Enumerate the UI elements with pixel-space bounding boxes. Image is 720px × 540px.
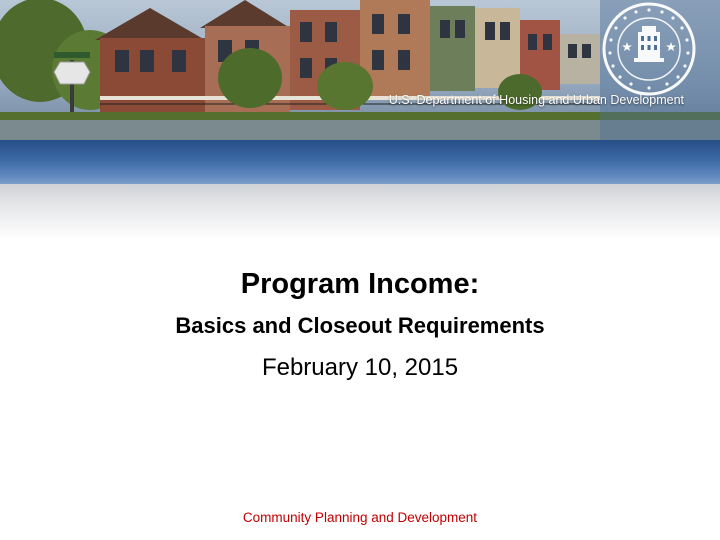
agency-name: U.S. Department of Housing and Urban Development xyxy=(388,93,684,107)
townhouse-photo xyxy=(0,0,720,140)
blue-band xyxy=(0,140,720,184)
gray-fade xyxy=(0,184,720,240)
footer-office: Community Planning and Development xyxy=(242,510,478,525)
header-banner xyxy=(0,0,720,240)
presentation-date: February 10, 2015 xyxy=(261,354,459,381)
slide-title: Program Income: xyxy=(240,268,480,300)
slide-subtitle: Basics and Closeout Requirements xyxy=(175,313,545,338)
hud-seal-icon xyxy=(602,2,696,96)
